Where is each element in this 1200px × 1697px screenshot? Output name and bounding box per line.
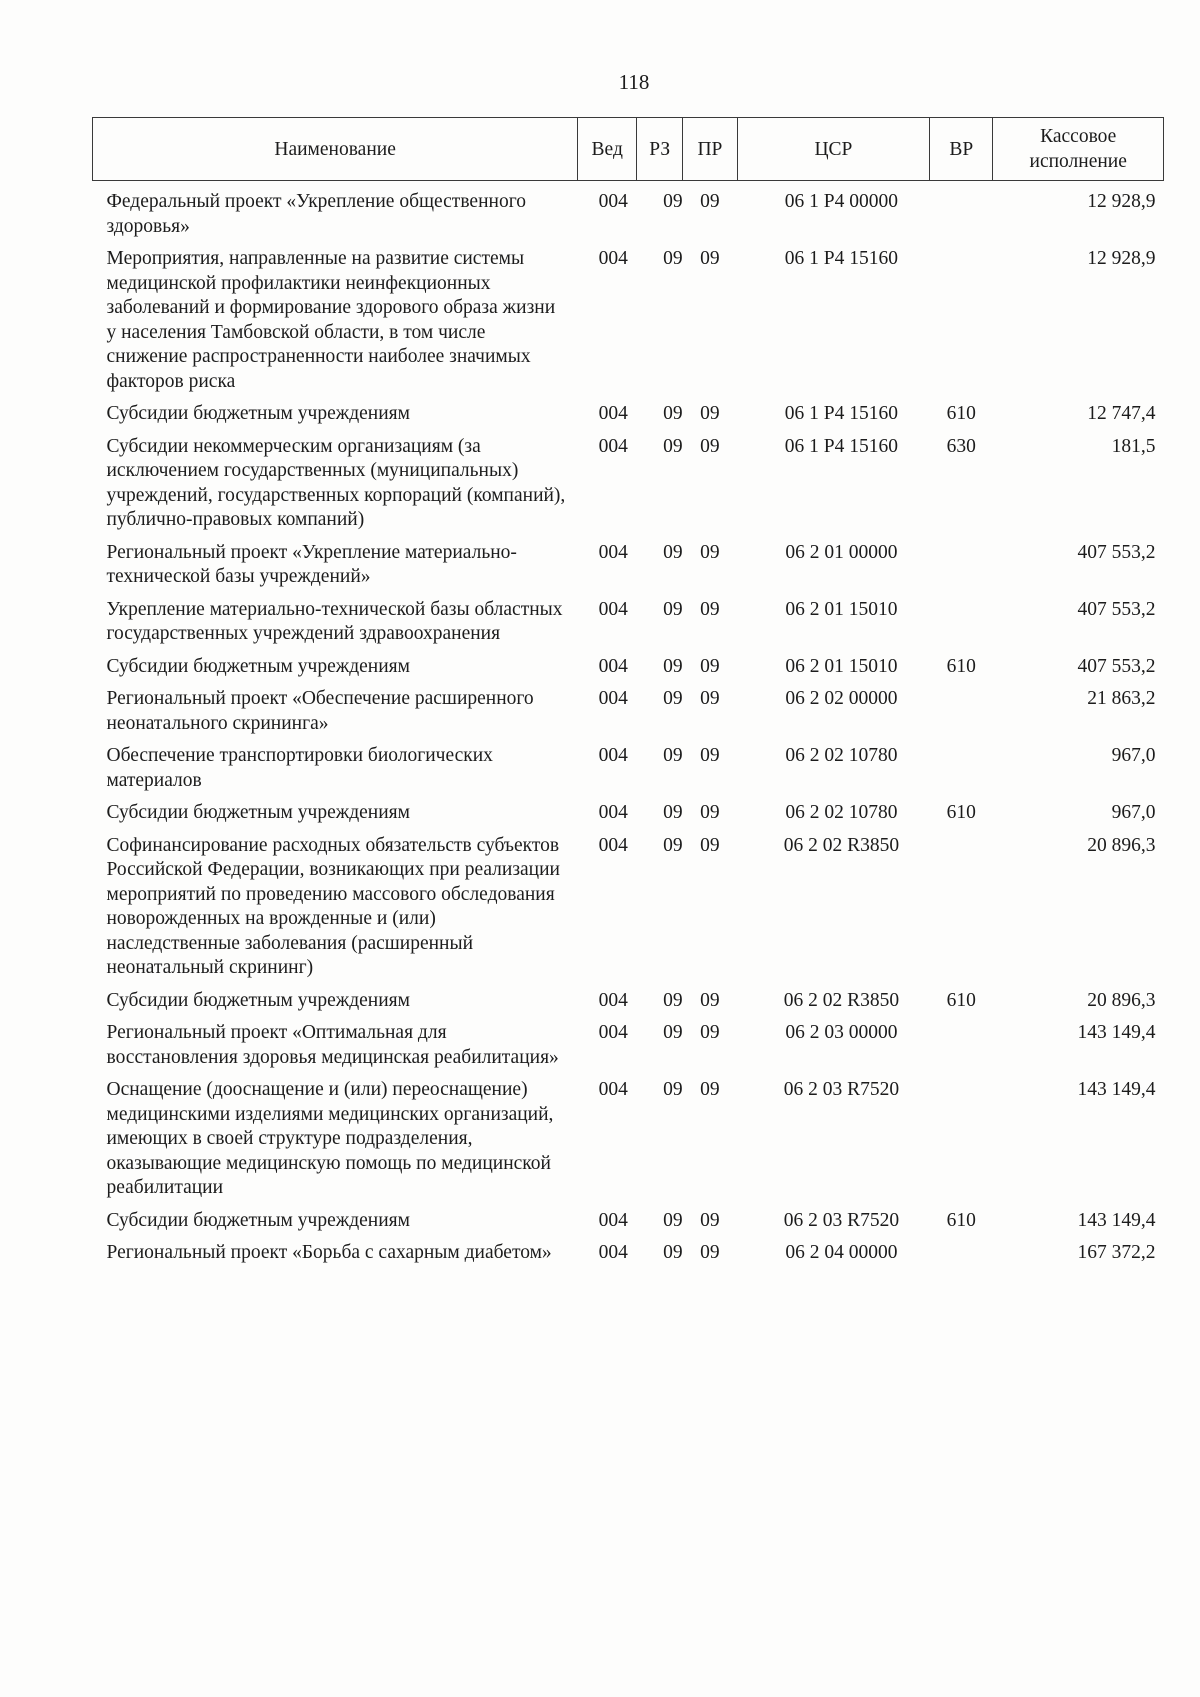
- table-row: [93, 830, 1164, 985]
- cell-ved: 004: [598, 989, 628, 1011]
- cell-name: Региональный проект «Борьба с сахарным диабетом»: [106, 1242, 552, 1263]
- column-header-name: Наименование: [93, 118, 578, 181]
- table-row: [93, 1237, 1164, 1270]
- cell-pr: 09: [700, 655, 720, 677]
- cell-amount: 12 928,9: [1087, 248, 1156, 269]
- cell-pr: 09: [700, 834, 720, 856]
- cell-vr: [930, 830, 993, 985]
- cell-vr: [930, 683, 993, 740]
- cell-rz: 09: [663, 655, 683, 677]
- cell-csr: 06 1 P4 15160: [784, 435, 899, 457]
- cell-csr: 06 2 02 R3850: [783, 834, 900, 856]
- page-number: 118: [618, 70, 650, 94]
- cell-csr: 06 2 02 R3850: [783, 989, 900, 1011]
- cell-csr: 06 2 01 15010: [785, 655, 898, 677]
- cell-rz: 09: [663, 1022, 683, 1043]
- cell-name: Региональный проект «Укрепление материально-технической базы учреждений»: [106, 541, 517, 587]
- cell-ved: 004: [598, 248, 628, 269]
- cell-amount: 407 553,2: [1077, 655, 1156, 677]
- cell-name: Субсидии бюджетным учреждениям: [106, 403, 410, 424]
- cell-name: Региональный проект «Обеспечение расширенного неонатального скрининга»: [106, 688, 534, 734]
- table-body: [93, 181, 1164, 1270]
- cell-name: Федеральный проект «Укрепление общественного здоровья»: [106, 191, 526, 237]
- cell-csr: 06 2 03 R7520: [783, 1209, 900, 1231]
- cell-ved: 004: [598, 541, 628, 563]
- cell-csr: 06 2 02 10780: [785, 802, 898, 823]
- cell-csr: 06 1 P4 15160: [784, 403, 899, 424]
- cell-vr: 610: [946, 989, 976, 1011]
- cell-rz: 09: [663, 834, 683, 856]
- cell-rz: 09: [663, 1209, 683, 1231]
- cell-pr: 09: [700, 989, 720, 1011]
- column-header-vr: ВР: [930, 118, 993, 181]
- cell-ved: 004: [598, 191, 628, 212]
- cell-ved: 004: [598, 688, 628, 709]
- cell-ved: 004: [598, 802, 628, 823]
- table-row: [93, 1205, 1164, 1238]
- cell-csr: 06 1 P4 15160: [784, 248, 899, 269]
- cell-name: Субсидии бюджетным учреждениям: [106, 989, 410, 1011]
- cell-pr: 09: [700, 191, 720, 212]
- cell-pr: 09: [700, 541, 720, 563]
- cell-amount: 12 928,9: [1087, 191, 1156, 212]
- cell-ved: 004: [598, 655, 628, 677]
- cell-amount: 967,0: [1111, 802, 1156, 823]
- cell-amount: 20 896,3: [1087, 834, 1156, 856]
- cell-pr: 09: [700, 1242, 720, 1263]
- table-row: [93, 651, 1164, 684]
- cell-csr: 06 2 04 00000: [785, 1242, 898, 1263]
- cell-vr: [930, 537, 993, 594]
- cell-name: Субсидии бюджетным учреждениям: [106, 1209, 410, 1231]
- cell-pr: 09: [700, 598, 720, 620]
- cell-ved: 004: [598, 745, 628, 766]
- cell-rz: 09: [663, 248, 683, 269]
- cell-amount: 143 149,4: [1077, 1022, 1156, 1043]
- table-row: [93, 1017, 1164, 1074]
- cell-vr: 630: [946, 435, 976, 457]
- cell-vr: [930, 1074, 993, 1205]
- cell-ved: 004: [598, 403, 628, 424]
- cell-amount: 143 149,4: [1077, 1079, 1156, 1100]
- budget-table: [92, 117, 1164, 1270]
- cell-name: Оснащение (дооснащение и (или) переоснащение) медицинскими изделиями медицинских организаций, имеющих в своей структуре подразделения, оказывающие медицинскую помощь по медицинской реабилитации: [106, 1079, 554, 1198]
- cell-name: Региональный проект «Оптимальная для восстановления здоровья медицинская реабилитация»: [106, 1022, 559, 1068]
- table-row: [93, 537, 1164, 594]
- cell-amount: 143 149,4: [1077, 1209, 1156, 1231]
- cell-vr: 610: [946, 802, 976, 823]
- cell-vr: [930, 181, 993, 244]
- column-header-amount: Кассовое исполнение: [993, 118, 1164, 181]
- cell-ved: 004: [598, 435, 628, 457]
- cell-csr: 06 2 03 R7520: [783, 1079, 900, 1100]
- cell-ved: 004: [598, 1209, 628, 1231]
- cell-rz: 09: [663, 688, 683, 709]
- cell-amount: 407 553,2: [1077, 541, 1156, 563]
- cell-vr: [930, 1017, 993, 1074]
- cell-pr: 09: [700, 802, 720, 823]
- cell-ved: 004: [598, 1079, 628, 1100]
- cell-amount: 12 747,4: [1087, 403, 1156, 424]
- cell-pr: 09: [700, 248, 720, 269]
- table-row: [93, 740, 1164, 797]
- cell-amount: 21 863,2: [1087, 688, 1156, 709]
- cell-ved: 004: [598, 834, 628, 856]
- cell-vr: [930, 243, 993, 398]
- cell-name: Субсидии некоммерческим организациям (за исключением государственных (муниципальных) учреждений, государственных корпораций (компаний), публично-правовых компаний): [106, 435, 566, 530]
- table-row: [93, 594, 1164, 651]
- cell-pr: 09: [700, 435, 720, 457]
- cell-csr: 06 2 03 00000: [785, 1022, 898, 1043]
- column-header-csr: ЦСР: [737, 118, 929, 181]
- cell-ved: 004: [598, 1242, 628, 1263]
- cell-csr: 06 2 02 00000: [785, 688, 898, 709]
- cell-ved: 004: [598, 1022, 628, 1043]
- cell-vr: [930, 1237, 993, 1270]
- table-row: [93, 431, 1164, 537]
- cell-amount: 181,5: [1111, 435, 1156, 457]
- cell-rz: 09: [663, 802, 683, 823]
- cell-rz: 09: [663, 435, 683, 457]
- table-row: [93, 243, 1164, 398]
- cell-amount: 967,0: [1111, 745, 1156, 766]
- cell-rz: 09: [663, 403, 683, 424]
- table-row: [93, 181, 1164, 244]
- table-row: [93, 398, 1164, 431]
- cell-pr: 09: [700, 1022, 720, 1043]
- cell-name: Укрепление материально-технической базы областных государственных учреждений здравоохранения: [106, 598, 563, 644]
- cell-name: Обеспечение транспортировки биологических материалов: [106, 745, 493, 791]
- cell-rz: 09: [663, 598, 683, 620]
- cell-rz: 09: [663, 191, 683, 212]
- cell-pr: 09: [700, 1209, 720, 1231]
- cell-vr: 610: [946, 1209, 976, 1231]
- table-row: [93, 985, 1164, 1018]
- cell-pr: 09: [700, 688, 720, 709]
- cell-amount: 20 896,3: [1087, 989, 1156, 1011]
- cell-vr: [930, 594, 993, 651]
- cell-rz: 09: [663, 541, 683, 563]
- cell-rz: 09: [663, 1079, 683, 1100]
- cell-rz: 09: [663, 745, 683, 766]
- table-row: [93, 683, 1164, 740]
- table-row: [93, 1074, 1164, 1205]
- cell-csr: 06 2 02 10780: [785, 745, 898, 766]
- cell-pr: 09: [700, 745, 720, 766]
- cell-vr: [930, 740, 993, 797]
- column-header-rz: РЗ: [637, 118, 683, 181]
- cell-name: Софинансирование расходных обязательств субъектов Российской Федерации, возникающих при реализации мероприятий по проведению массового обследования новорожденных на врожденные и (или) наследственные заболевания (расширенный неонатальный скрининг): [106, 834, 560, 978]
- cell-csr: 06 2 01 00000: [785, 541, 898, 563]
- cell-amount: 407 553,2: [1077, 598, 1156, 620]
- cell-csr: 06 2 01 15010: [785, 598, 898, 620]
- cell-pr: 09: [700, 1079, 720, 1100]
- cell-rz: 09: [663, 1242, 683, 1263]
- cell-csr: 06 1 P4 00000: [784, 191, 899, 212]
- cell-rz: 09: [663, 989, 683, 1011]
- table-header-row: [93, 118, 1164, 181]
- cell-name: Мероприятия, направленные на развитие системы медицинской профилактики неинфекционных заболеваний и формирование здорового образа жизни у населения Тамбовской области, в том числе снижение распространенности наиболее значимых факторов риска: [106, 248, 556, 392]
- column-header-ved: Вед: [578, 118, 637, 181]
- cell-vr: 610: [946, 655, 976, 677]
- cell-pr: 09: [700, 403, 720, 424]
- table-row: [93, 797, 1164, 830]
- cell-ved: 004: [598, 598, 628, 620]
- column-header-pr: ПР: [683, 118, 738, 181]
- cell-name: Субсидии бюджетным учреждениям: [106, 655, 410, 677]
- cell-vr: 610: [946, 403, 976, 424]
- cell-amount: 167 372,2: [1077, 1242, 1156, 1263]
- cell-name: Субсидии бюджетным учреждениям: [106, 802, 410, 823]
